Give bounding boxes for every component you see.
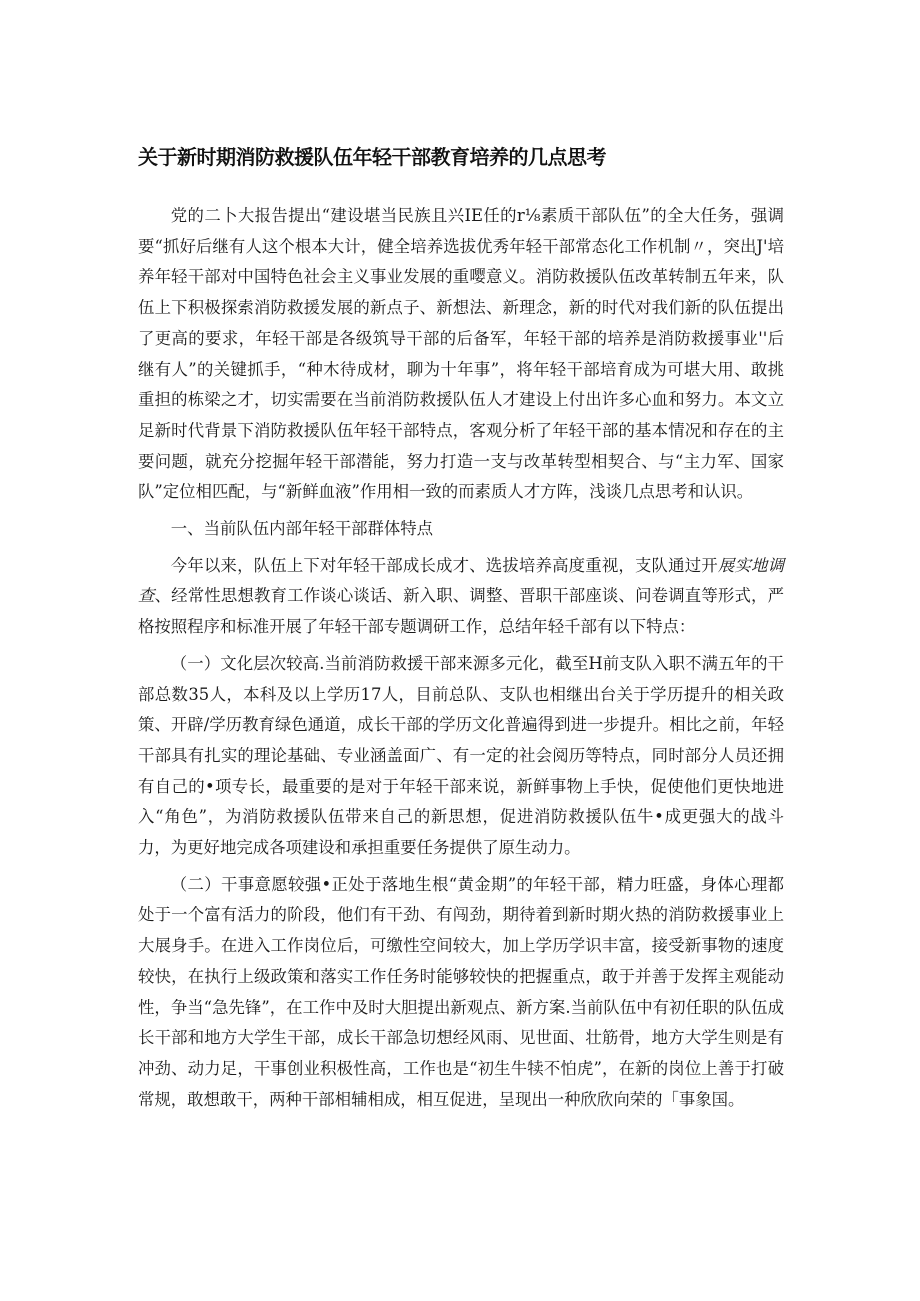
section1-intro-text-a: 今年以来，队伍上下对年轻干部成长成才、选拔培养高度重视，支队通过开 <box>170 555 718 575</box>
document-title: 关于新时期消防救援队伍年轻干部教育培养的几点思考 <box>138 145 606 169</box>
point-2-paragraph: （二）干事意愿较强•正处于落地生根“黄金期”的年轻干部，精力旺盛，身体心理都处于一个富有活力的阶段，他们有干劲、有闯劲，期待着到新时期火热的消防救援事业上大展身手。在进入工作岗位后，可缴性空间较大，加上学历学识丰富，接受新事物的速度较快，在执行上级政策和落实工作任务时能够较快的把握重点，敢于并善于发挥主观能动性，争当“急先锋”，在工作中及时大胆提出新观点、新方案.当前队伍中有初任职的队伍成长干部和地方大学生干部，成长干部急切想经风雨、见世面、壮筋骨，地方大学生则是有冲劲、动力足，干事创业积极性高，工作也是“初生牛犊不怕虎”，在新的岗位上善于打破常规，敢想敢干，两种干部相辅相成，相互促进，呈现出一种欣欣向荣的「事象国。 <box>138 874 784 1109</box>
intro-paragraph: 党的二卜大报告提出“建设堪当民族且兴IE任的r⅛素质干部队伍”的全大任务，强调要“抓好后继有人这个根本大计，健全培养选拔优秀年轻干部常态化工作机制〃，突出J'培养年轻干部对中国特色社会主义事业发展的重嘤意义。消防救援队伍改革转制五年来，队伍上下积极探索消防救援发展的新点子、新想法、新理念，新的时代对我们新的队伍提出了更高的要求，年轻干部是各级筑导干部的后备军，年轻干部的培养是消防救援事业''后继有人”的关键抓手，“种木待成材，聊为十年事”，将年轻干部培育成为可堪大用、敢挑重担的栋梁之才，切实需要在当前消防救援队伍人才建设上付出许多心血和努力。本文立足新时代背景下消防救援队伍年轻干部特点，客观分析了年轻干部的基本情况和存在的主要问题，就充分挖掘年轻干部潜能，努力打造一支与改革转型相契合、与“主力军、国家队”定位相匹配，与“新鲜血液”作用相一致的而素质人才方阵，浅谈几点思考和认识。 <box>138 206 784 502</box>
section1-intro-text-b: 、经常性思想教育工作谈心谈话、新入职、调整、晋职干部座谈、问卷调直等形式，严格按照程序和标准开展了年轻干部专题调研工作，总结年轻千部有以下特点： <box>138 586 785 637</box>
document-page <box>138 140 784 1121</box>
point-1-paragraph: （一）文化层次较高.当前消防救援干部来源多元化，截至H前支队入职不满五年的干部总数35人，本科及以上学历17人，目前总队、支队也相继出台关于学历提升的相关政策、开辟/学历教育绿色通道，成长干部的学历文化普遍得到进一步提升。相比之前，年轻干部具有扎实的理论基础、专业涵盖面广、有一定的社会阅历等特点，同时部分人员还拥有自己的•项专长，最重要的是对于年轻干部来说，新鲜事物上手快，促使他们更快地进入“角色”，为消防救援队伍带来自己的新思想，促进消防救援队伍牛•成更强大的战斗力，为更好地完成各项建设和承担重要任务提供了原生动力。 <box>138 653 784 858</box>
section1-intro-italic-text: 展实地调查 <box>138 555 784 606</box>
section-heading-1: 一、当前队伍内部年轻干部群体特点 <box>170 519 434 539</box>
section1-intro-paragraph <box>138 551 784 643</box>
